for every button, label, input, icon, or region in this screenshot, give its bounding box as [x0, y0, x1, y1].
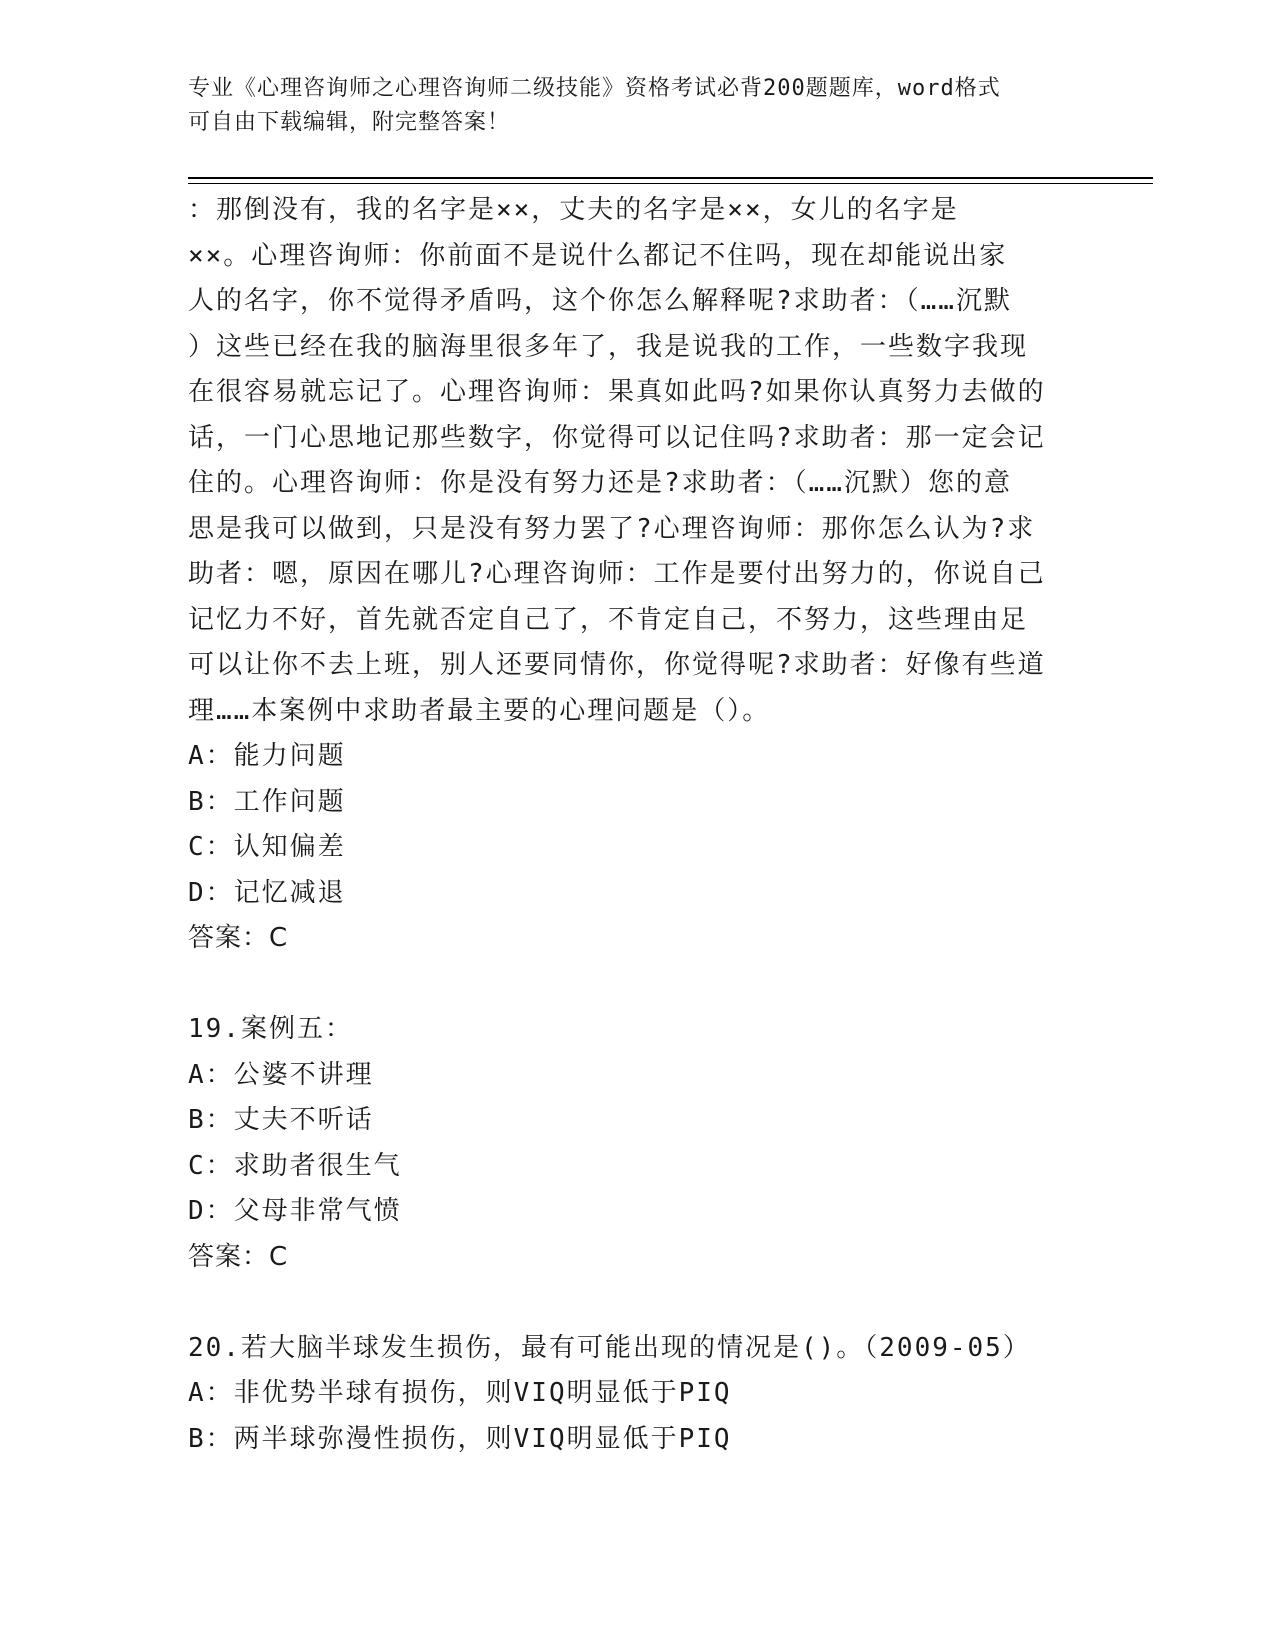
question-20-block [188, 1326, 1078, 1463]
question-18-line: 可以让你不去上班，别人还要同情你，你觉得呢?求助者：好像有些道 [188, 650, 1046, 680]
document-header [188, 72, 1088, 140]
question-spacer [188, 962, 1078, 1008]
question-18-option-a: A：能力问题 [188, 741, 346, 771]
question-18-option-d: D：记忆减退 [188, 877, 346, 908]
question-19-option-a: A：公婆不讲理 [188, 1059, 374, 1090]
question-20-option-b: B：两半球弥漫性损伤，则VIQ明显低于PIQ [188, 1423, 732, 1454]
header-line-1: 专业《心理咨询师之心理咨询师二级技能》资格考试必背200题题库，word格式 [188, 76, 1001, 101]
question-18-line: 助者：嗯，原因在哪儿?心理咨询师：工作是要付出努力的，你说自己 [188, 559, 1046, 589]
question-19-answer: 答案：C [188, 1241, 289, 1272]
question-18-line: ××。心理咨询师：你前面不是说什么都记不住吗，现在却能说出家 [188, 240, 1008, 271]
question-18-line: ：那倒没有，我的名字是××，丈夫的名字是××，女儿的名字是 [188, 195, 959, 225]
question-19-option-b: B：丈夫不听话 [188, 1105, 374, 1135]
question-18-line: 话，一门心思地记那些数字，你觉得可以记住吗?求助者：那一定会记 [188, 422, 1046, 453]
question-20-stem: 20.若大脑半球发生损伤，最有可能出现的情况是()。（2009-05） [188, 1332, 1031, 1363]
question-18-line: 理……本案例中求助者最主要的心理问题是（）。 [188, 695, 771, 726]
header-rule-thin [188, 183, 1153, 184]
question-spacer [188, 1280, 1078, 1326]
question-20-option-a: A：非优势半球有损伤，则VIQ明显低于PIQ [188, 1378, 732, 1408]
header-rule-thick [188, 177, 1153, 179]
question-18-line: 思是我可以做到，只是没有努力罢了?心理咨询师：那你怎么认为?求 [188, 513, 1036, 544]
question-19-option-c: C：求助者很生气 [188, 1150, 402, 1181]
question-19-stem: 19.案例五： [188, 1014, 353, 1044]
question-18-option-b: B：工作问题 [188, 786, 346, 817]
header-line-2: 可自由下载编辑，附完整答案！ [188, 110, 511, 135]
question-19-option-d: D：父母非常气愤 [188, 1196, 402, 1226]
question-18-line: 在很容易就忘记了。心理咨询师：果真如此吗?如果你认真努力去做的 [188, 377, 1046, 407]
question-18-line: 人的名字，你不觉得矛盾吗，这个你怎么解释呢?求助者：（……沉默 [188, 286, 1012, 316]
question-18-block [188, 188, 1078, 962]
question-18-option-c: C：认知偏差 [188, 832, 346, 862]
question-18-answer: 答案：C [188, 923, 289, 953]
question-18-line: ）这些已经在我的脑海里很多年了，我是说我的工作，一些数字我现 [188, 331, 1029, 362]
question-19-block [188, 1007, 1078, 1280]
question-18-line: 住的。心理咨询师：你是没有努力还是?求助者：（……沉默）您的意 [188, 468, 1012, 498]
document-body [188, 188, 1078, 1462]
question-18-line: 记忆力不好，首先就否定自己了，不肯定自己，不努力，这些理由足 [188, 604, 1029, 635]
